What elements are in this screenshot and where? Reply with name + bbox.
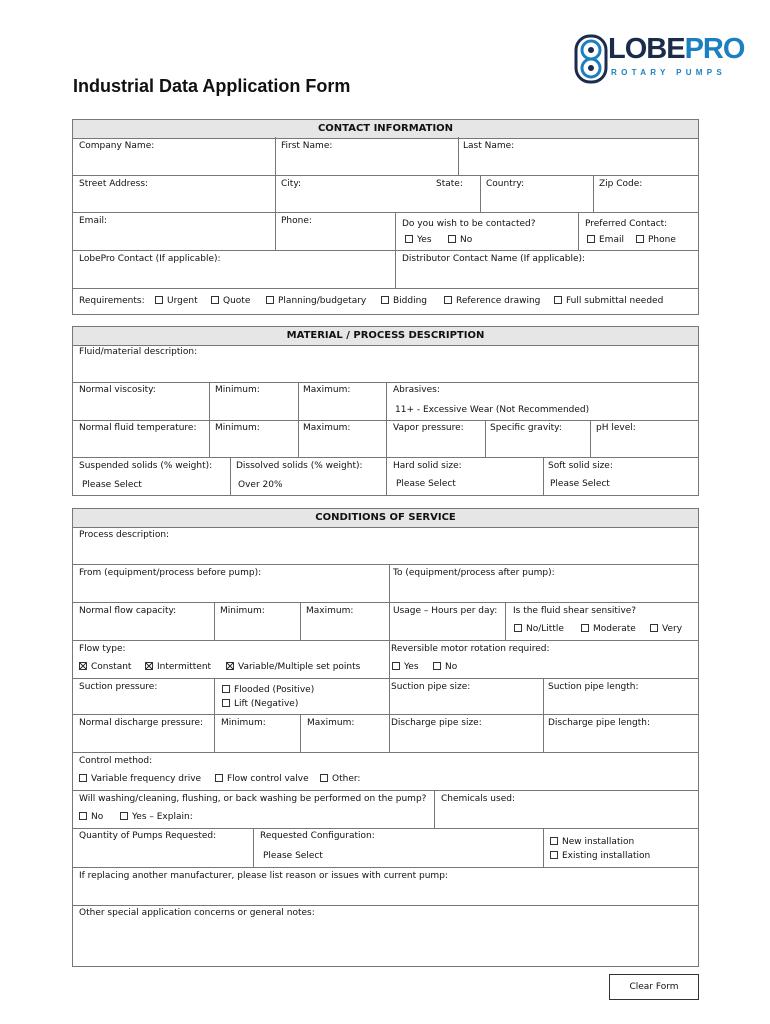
divider — [72, 250, 699, 251]
checkbox-box — [120, 812, 128, 820]
divider — [209, 382, 210, 420]
reversible-no-checkbox[interactable]: No — [433, 661, 457, 673]
divider — [386, 382, 387, 496]
reversible-label: Reversible motor rotation required: — [391, 644, 550, 654]
checkbox-box — [145, 662, 153, 670]
state-field[interactable]: State: — [436, 179, 463, 189]
divider — [480, 175, 481, 212]
divider — [458, 137, 459, 175]
flow-max-field[interactable]: Maximum: — [306, 606, 354, 616]
logo-gear-icon — [574, 34, 608, 84]
divider — [214, 678, 215, 752]
soft-solid-select[interactable]: Please Select — [550, 479, 610, 489]
vapor-pressure-field[interactable]: Vapor pressure: — [393, 423, 464, 433]
checkbox-box — [226, 662, 234, 670]
req-urgent-checkbox[interactable]: Urgent — [155, 295, 198, 307]
req-reference-checkbox[interactable]: Reference drawing — [444, 295, 540, 307]
last-name-field[interactable]: Last Name: — [463, 141, 515, 151]
replacing-field[interactable]: If replacing another manufacturer, please list reason or issues with current pump: — [79, 871, 448, 881]
wash-yes-checkbox[interactable]: Yes – Explain: — [120, 811, 193, 823]
divider — [485, 420, 486, 457]
checkbox-box — [554, 296, 562, 304]
checkbox-box — [215, 774, 223, 782]
checkbox-box — [266, 296, 274, 304]
service-header: CONDITIONS OF SERVICE — [73, 509, 698, 528]
fluid-description-field[interactable]: Fluid/material description: — [79, 347, 198, 357]
contact-yes-checkbox[interactable]: Yes — [405, 234, 432, 246]
checkbox-box — [79, 662, 87, 670]
req-bidding-checkbox[interactable]: Bidding — [381, 295, 427, 307]
divider — [300, 714, 301, 752]
ctrl-valve-checkbox[interactable]: Flow control valve — [215, 773, 309, 785]
ph-level-field[interactable]: pH level: — [596, 423, 636, 433]
temp-min-field[interactable]: Minimum: — [215, 423, 260, 433]
divider — [209, 420, 210, 457]
divider — [253, 828, 254, 867]
divider — [578, 212, 579, 250]
phone-field[interactable]: Phone: — [281, 216, 312, 226]
divider — [389, 678, 390, 752]
logo-tagline: ROTARY PUMPS — [611, 68, 727, 77]
normal-flow-label: Normal flow capacity: — [79, 606, 177, 616]
checkbox-box — [222, 685, 230, 693]
zip-code-field[interactable]: Zip Code: — [599, 179, 643, 189]
checkbox-box — [155, 296, 163, 304]
soft-solid-label: Soft solid size: — [548, 461, 613, 471]
country-field[interactable]: Country: — [486, 179, 525, 189]
divider — [389, 564, 390, 602]
checkbox-box — [444, 296, 452, 304]
preferred-contact-label: Preferred Contact: — [585, 219, 668, 229]
viscosity-min-field[interactable]: Minimum: — [215, 385, 260, 395]
checkbox-box — [581, 624, 589, 632]
shear-very-checkbox[interactable]: Very — [650, 623, 682, 635]
divider — [72, 212, 699, 213]
washing-label: Will washing/cleaning, flushing, or back washing be performed on the pump? — [79, 794, 427, 804]
divider — [72, 752, 699, 753]
dissolved-solids-label: Dissolved solids (% weight): — [236, 461, 363, 471]
divider — [230, 457, 231, 496]
hard-solid-select[interactable]: Please Select — [396, 479, 456, 489]
checkbox-box — [550, 851, 558, 859]
normal-viscosity-label: Normal viscosity: — [79, 385, 156, 395]
company-name-field[interactable]: Company Name: — [79, 141, 155, 151]
wish-contacted-label: Do you wish to be contacted? — [402, 219, 536, 229]
email-field[interactable]: Email: — [79, 216, 108, 226]
discharge-max-field[interactable]: Maximum: — [307, 718, 355, 728]
divider — [389, 714, 699, 715]
req-config-label: Requested Configuration: — [260, 831, 375, 841]
divider — [72, 905, 699, 906]
checkbox-box — [587, 235, 595, 243]
other-notes-field[interactable]: Other special application concerns or general notes: — [79, 908, 315, 918]
discharge-pipe-length-field[interactable]: Discharge pipe length: — [548, 718, 650, 728]
checkbox-box — [320, 774, 328, 782]
specific-gravity-field[interactable]: Specific gravity: — [490, 423, 562, 433]
discharge-pipe-size-field[interactable]: Discharge pipe size: — [391, 718, 482, 728]
divider — [395, 212, 396, 288]
lobepro-contact-field[interactable]: LobePro Contact (If applicable): — [79, 254, 221, 264]
pref-phone-checkbox[interactable]: Phone — [636, 234, 676, 246]
checkbox-box — [636, 235, 644, 243]
quantity-field[interactable]: Quantity of Pumps Requested: — [79, 831, 217, 841]
hard-solid-label: Hard solid size: — [393, 461, 462, 471]
process-description-field[interactable]: Process description: — [79, 530, 170, 540]
checkbox-box — [433, 662, 441, 670]
control-method-label: Control method: — [79, 756, 153, 766]
viscosity-max-field[interactable]: Maximum: — [303, 385, 351, 395]
checkbox-box — [222, 699, 230, 707]
distributor-contact-field[interactable]: Distributor Contact Name (If applicable): — [402, 254, 586, 264]
material-header: MATERIAL / PROCESS DESCRIPTION — [73, 327, 698, 346]
divider — [72, 564, 699, 565]
checkbox-box — [79, 774, 87, 782]
street-address-field[interactable]: Street Address: — [79, 179, 149, 189]
divider — [543, 457, 544, 496]
divider — [298, 420, 299, 457]
flow-intermittent-checkbox[interactable]: Intermittent — [145, 661, 211, 673]
city-field[interactable]: City: — [281, 179, 302, 189]
divider — [275, 175, 276, 212]
divider — [214, 602, 215, 640]
checkbox-box — [514, 624, 522, 632]
discharge-min-field[interactable]: Minimum: — [221, 718, 266, 728]
divider — [72, 790, 699, 791]
usage-field[interactable]: Usage – Hours per day: — [393, 606, 498, 616]
req-full-checkbox[interactable]: Full submittal needed — [554, 295, 663, 307]
logo-wordmark: LOBEPRO — [608, 33, 745, 65]
checkbox-box — [550, 837, 558, 845]
checkbox-box — [381, 296, 389, 304]
temp-max-field[interactable]: Maximum: — [303, 423, 351, 433]
req-planning-checkbox[interactable]: Planning/budgetary — [266, 295, 366, 307]
existing-install-checkbox[interactable]: Existing installation — [550, 850, 650, 862]
requirements-label: Requirements: — [79, 296, 145, 306]
divider — [72, 678, 699, 679]
from-field[interactable]: From (equipment/process before pump): — [79, 568, 262, 578]
divider — [505, 602, 506, 640]
checkbox-box — [211, 296, 219, 304]
req-config-select[interactable]: Please Select — [263, 851, 323, 861]
flooded-checkbox[interactable]: Flooded (Positive) — [222, 684, 314, 696]
ctrl-vfd-checkbox[interactable]: Variable frequency drive — [79, 773, 201, 785]
divider — [590, 420, 591, 457]
chemicals-field[interactable]: Chemicals used: — [441, 794, 515, 804]
divider — [298, 382, 299, 420]
suction-pipe-size-field[interactable]: Suction pipe size: — [391, 682, 471, 692]
divider — [593, 175, 594, 212]
first-name-field[interactable]: First Name: — [281, 141, 333, 151]
checkbox-box — [392, 662, 400, 670]
divider — [389, 602, 390, 640]
page-title: Industrial Data Application Form — [73, 76, 351, 96]
to-field[interactable]: To (equipment/process after pump): — [393, 568, 555, 578]
checkbox-box — [405, 235, 413, 243]
divider — [72, 175, 699, 176]
divider — [72, 640, 699, 641]
shear-no-checkbox[interactable]: No/Little — [514, 623, 564, 635]
contact-no-checkbox[interactable]: No — [448, 234, 472, 246]
checkbox-box — [650, 624, 658, 632]
shear-moderate-checkbox[interactable]: Moderate — [581, 623, 636, 635]
abrasives-label: Abrasives: — [393, 385, 440, 395]
reversible-yes-checkbox[interactable]: Yes — [392, 661, 419, 673]
divider — [72, 288, 699, 289]
suspended-solids-label: Suspended solids (% weight): — [79, 461, 213, 471]
checkbox-box — [79, 812, 87, 820]
shear-label: Is the fluid shear sensitive? — [513, 606, 637, 616]
normal-discharge-label: Normal discharge pressure: — [79, 718, 204, 728]
contact-header: CONTACT INFORMATION — [73, 120, 698, 139]
contact-section — [72, 119, 699, 315]
suspended-solids-select[interactable]: Please Select — [82, 480, 142, 490]
normal-fluid-temp-label: Normal fluid temperature: — [79, 423, 197, 433]
flow-min-field[interactable]: Minimum: — [220, 606, 265, 616]
pref-email-checkbox[interactable]: Email — [587, 234, 624, 246]
divider — [434, 790, 435, 828]
divider — [72, 714, 389, 715]
divider — [72, 828, 699, 829]
suction-pressure-label: Suction pressure: — [79, 682, 158, 692]
divider — [275, 212, 276, 250]
divider — [543, 828, 544, 867]
divider — [543, 678, 544, 752]
checkbox-box — [448, 235, 456, 243]
flow-variable-checkbox[interactable]: Variable/Multiple set points — [226, 661, 360, 673]
abrasives-select[interactable]: 11+ - Excessive Wear (Not Recommended) — [395, 405, 590, 415]
divider — [300, 602, 301, 640]
divider — [72, 867, 699, 868]
clear-form-button[interactable]: Clear Form — [609, 974, 699, 1000]
dissolved-solids-select[interactable]: Over 20% — [238, 480, 283, 490]
req-quote-checkbox[interactable]: Quote — [211, 295, 250, 307]
suction-pipe-length-field[interactable]: Suction pipe length: — [548, 682, 639, 692]
flow-constant-checkbox[interactable]: Constant — [79, 661, 131, 673]
lift-checkbox[interactable]: Lift (Negative) — [222, 698, 298, 710]
divider — [72, 602, 699, 603]
divider — [275, 137, 276, 175]
divider — [389, 640, 390, 678]
ctrl-other-checkbox[interactable]: Other: — [320, 773, 360, 785]
new-install-checkbox[interactable]: New installation — [550, 836, 634, 848]
flow-type-label: Flow type: — [79, 644, 126, 654]
wash-no-checkbox[interactable]: No — [79, 811, 103, 823]
